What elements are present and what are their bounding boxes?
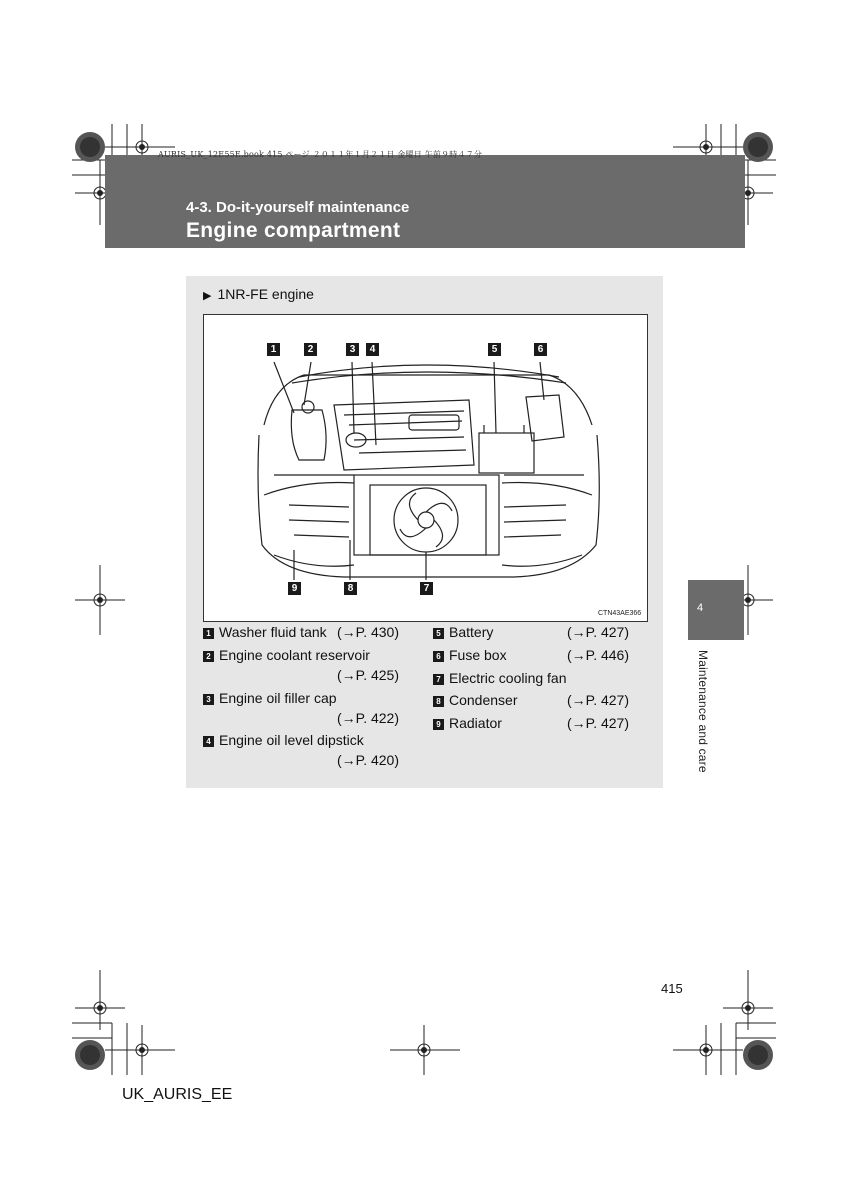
item-number-badge: 9: [433, 719, 444, 730]
item-label: Radiator: [449, 715, 502, 731]
callout-2: 2: [304, 343, 317, 356]
callout-8: 8: [344, 582, 357, 595]
item-label: Engine oil level dipstick: [219, 732, 364, 748]
legend-item: [203, 647, 370, 663]
page-number: 415: [661, 981, 683, 996]
callout-4: 4: [366, 343, 379, 356]
document-code: UK_AURIS_EE: [122, 1086, 233, 1103]
page-reference: (→P. 446): [567, 647, 629, 663]
figure-code: CTN43AE366: [598, 610, 642, 617]
print-info-line: AURIS_UK_12E55E.book 415 ページ ２０１１年１月２１日 金曜日 午前９時４７分: [158, 150, 483, 159]
engine-label: 1NR-FE engine: [217, 286, 314, 302]
item-number-badge: 4: [203, 736, 214, 747]
legend-item: [433, 670, 567, 686]
item-number-badge: 6: [433, 651, 444, 662]
item-number-badge: 7: [433, 674, 444, 685]
legend-item: [433, 624, 493, 640]
item-number-badge: 5: [433, 628, 444, 639]
item-label: Battery: [449, 624, 494, 640]
legend-item: [203, 624, 327, 640]
page-reference: (→P. 430): [337, 624, 399, 640]
page-reference: (→P. 425): [337, 667, 399, 683]
chapter-tab-number: 4: [697, 602, 704, 614]
right-triangle-icon: ▶: [203, 290, 212, 302]
item-number-badge: 1: [203, 628, 214, 639]
item-label: Condenser: [449, 692, 518, 708]
legend-item: [433, 715, 502, 731]
page-reference: (→P. 427): [567, 715, 629, 731]
callout-7: 7: [420, 582, 433, 595]
page-reference: (→P. 427): [567, 624, 629, 640]
legend-item: [433, 647, 507, 663]
engine-illustration: [203, 314, 648, 622]
item-label: Engine coolant reservoir: [219, 647, 370, 663]
chapter-tab-label: Maintenance and care: [696, 650, 710, 773]
engine-drawing: [204, 315, 647, 621]
callout-6: 6: [534, 343, 547, 356]
item-label: Electric cooling fan: [449, 670, 567, 686]
item-label: Washer fluid tank: [219, 624, 327, 640]
item-number-badge: 2: [203, 651, 214, 662]
item-label: Fuse box: [449, 647, 507, 663]
section-label: 4-3. Do-it-yourself maintenance: [186, 199, 410, 216]
page-reference: (→P. 427): [567, 692, 629, 708]
engine-heading: [203, 286, 314, 302]
callout-9: 9: [288, 582, 301, 595]
callout-5: 5: [488, 343, 501, 356]
item-number-badge: 3: [203, 694, 214, 705]
callout-3: 3: [346, 343, 359, 356]
legend-item: [203, 732, 364, 748]
page-reference: (→P. 420): [337, 752, 399, 768]
page-reference: (→P. 422): [337, 710, 399, 726]
item-number-badge: 8: [433, 696, 444, 707]
legend-item: [203, 690, 337, 706]
item-label: Engine oil filler cap: [219, 690, 337, 706]
callout-1: 1: [267, 343, 280, 356]
legend-item: [433, 692, 518, 708]
page-title: Engine compartment: [186, 219, 401, 242]
